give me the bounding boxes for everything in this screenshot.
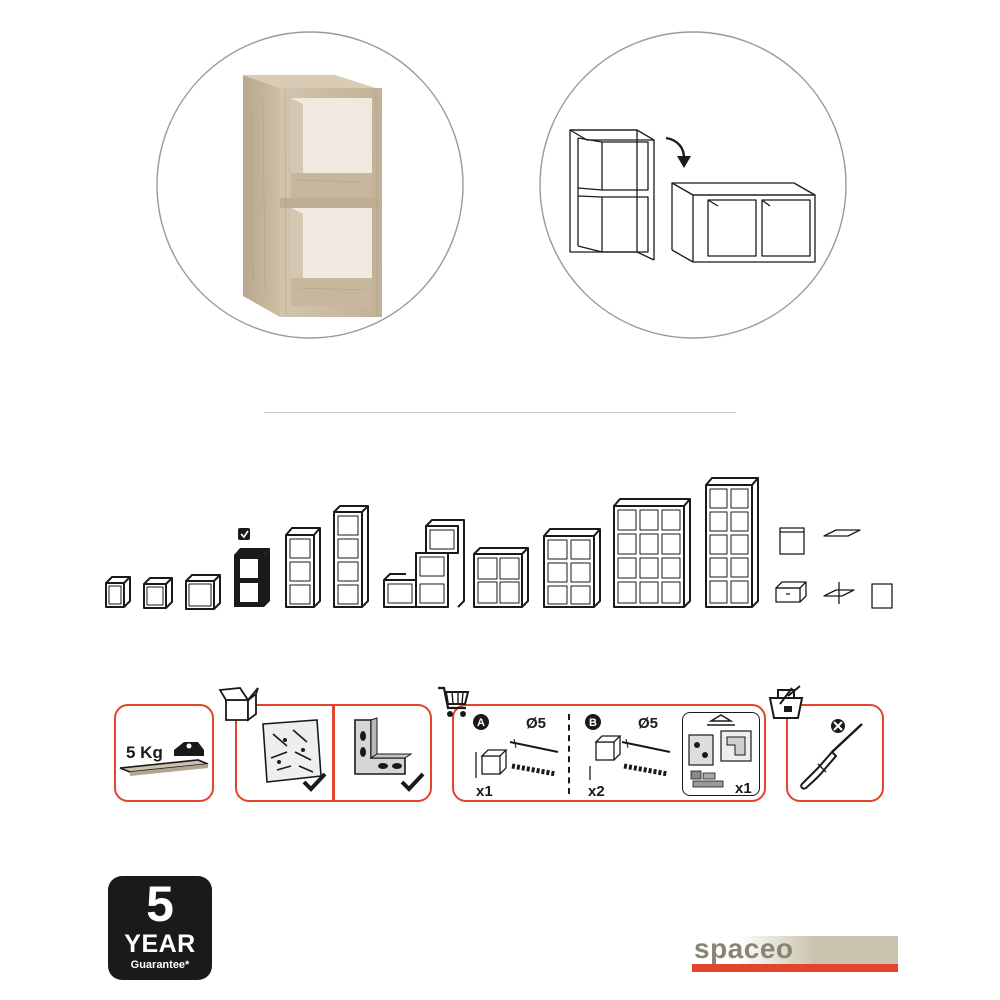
wall-plug-icon bbox=[624, 766, 668, 774]
range-item-cube-medium bbox=[186, 575, 220, 609]
range-item-2-cube-selected bbox=[234, 528, 270, 607]
fixing-option-a bbox=[472, 712, 562, 800]
range-item-4-cube-tall bbox=[334, 506, 368, 607]
wall-block-icon bbox=[590, 736, 620, 780]
wooden-shelf-illustration bbox=[243, 75, 382, 317]
included-parts-divider bbox=[332, 704, 335, 802]
range-accessory-drawer bbox=[776, 582, 806, 602]
product-photo-circle bbox=[155, 30, 465, 340]
fixing-option-b bbox=[584, 712, 674, 800]
fixings-dashed-divider bbox=[568, 714, 570, 794]
screwdriver-icon bbox=[801, 724, 862, 789]
shopping-cart-icon bbox=[436, 684, 472, 720]
max-load-panel bbox=[114, 704, 214, 802]
option-b-qty: x2 bbox=[588, 783, 605, 800]
option-b-diameter: Ø5 bbox=[638, 715, 659, 732]
guarantee-badge bbox=[108, 876, 212, 980]
fixing-kit-icon bbox=[683, 713, 759, 795]
range-item-3-cube-tall bbox=[286, 528, 320, 607]
range-item-10-cube bbox=[706, 478, 758, 607]
range-accessory-door bbox=[780, 528, 804, 554]
section-divider bbox=[264, 412, 736, 413]
guarantee-year-label: YEAR bbox=[124, 930, 196, 958]
weight-icon bbox=[174, 742, 204, 756]
range-item-6-cube bbox=[544, 529, 600, 607]
toolbox-icon bbox=[766, 684, 808, 722]
screw-icon bbox=[510, 739, 558, 752]
range-item-cube-wide bbox=[144, 578, 172, 608]
range-accessory-divider bbox=[824, 582, 854, 604]
range-item-staircase bbox=[384, 520, 464, 607]
range-item-12-cube bbox=[614, 499, 690, 607]
screw-icon bbox=[622, 739, 670, 752]
option-b-letter: B bbox=[589, 717, 597, 729]
check-icon bbox=[301, 770, 329, 794]
wall-block-icon bbox=[476, 750, 506, 778]
fixing-kit-box bbox=[682, 712, 760, 796]
range-item-4-cube-square bbox=[474, 548, 528, 607]
box-icon bbox=[218, 684, 260, 724]
option-a-letter: A bbox=[477, 717, 485, 729]
load-label: 5 Kg bbox=[126, 743, 163, 762]
brand-logo bbox=[692, 933, 898, 976]
guarantee-years: 5 bbox=[146, 876, 174, 932]
range-accessory-back-panel bbox=[872, 584, 892, 608]
option-a-diameter: Ø5 bbox=[526, 715, 547, 732]
check-icon bbox=[399, 770, 427, 794]
range-accessory-shelf-panel bbox=[824, 530, 860, 536]
brand-name: spaceo bbox=[694, 933, 794, 964]
range-item-cube-small bbox=[106, 577, 130, 607]
guarantee-word: Guarantee* bbox=[130, 959, 190, 971]
kit-qty: x1 bbox=[735, 780, 752, 797]
forbidden-icon bbox=[831, 719, 845, 733]
option-a-qty: x1 bbox=[476, 783, 493, 800]
orientation-circle bbox=[538, 30, 848, 340]
wall-plug-icon bbox=[512, 766, 556, 774]
product-range bbox=[100, 470, 900, 620]
brand-accent-bar bbox=[692, 964, 898, 972]
included-parts-panel bbox=[235, 704, 432, 802]
fixings-panel bbox=[452, 704, 766, 802]
